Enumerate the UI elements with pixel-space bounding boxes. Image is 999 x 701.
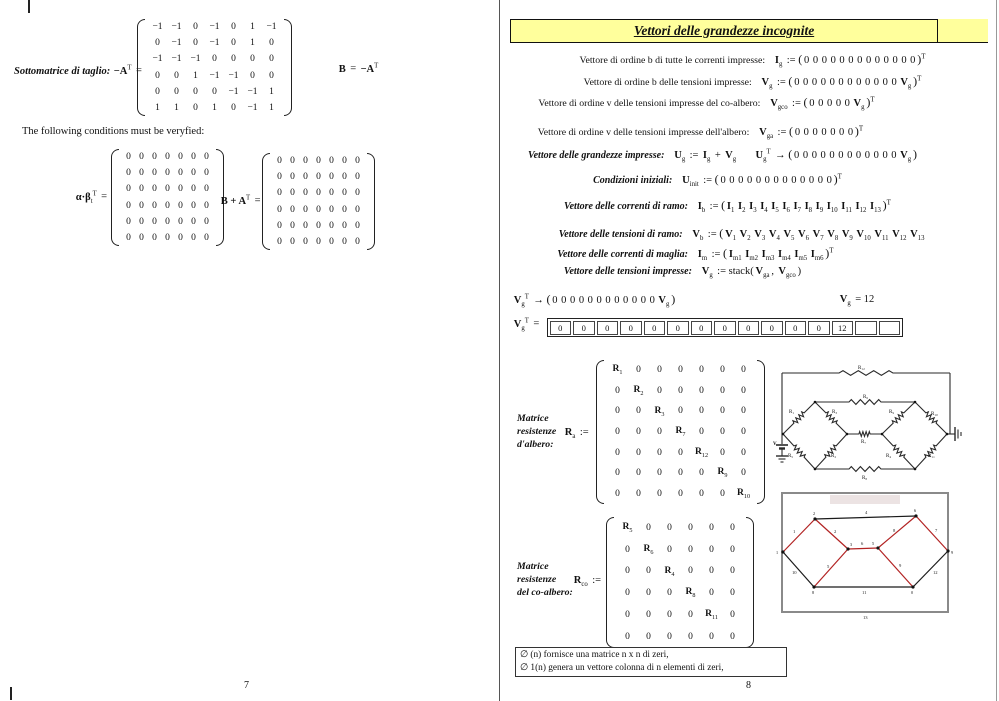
svg-text:10: 10 [792,570,797,575]
b-plus-at-expression: $B + A^T$ = [220,194,261,207]
vector-line-vg [504,74,999,90]
svg-text:5: 5 [872,541,875,546]
title-underline [938,42,988,43]
vg-transpose-arrow: $V_g^T$ → ( 0 0 0 0 0 0 0 0 0 0 0 0 $V_g$ ) [513,292,676,309]
svg-text:6: 6 [861,541,864,546]
source-label: V [773,442,777,447]
line-math: $V_{gco}$ := ( 0 0 0 0 0 $V_g$ )$^T$ [770,95,875,112]
matrix-negAT: −1 −1 0 −1 0 1 −1 0 −1 0 −1 0 1 0 −1 −1 −1 0 0 0 0 0 0 1 −1 −1 0 0 0 0 0 0 −1 −1 1 1 1 0 1 0 −1 1 [137,16,292,119]
title-box [510,19,938,43]
page-number-right: 8 [746,680,751,691]
alpha-beta-expression: $\alpha\cdot\beta_t^T$ = [75,190,108,205]
svg-text:12: 12 [933,570,938,575]
line-math: $I_m$ := ( $I_{m1}$ $I_{m2}$ $I_{m3}$ $I_{m4}$ $I_{m5}$ $I_{m6}$ )$^T$ [697,246,834,263]
page-title: Vettori delle grandezze incognite [633,23,815,38]
svg-text:6: 6 [914,508,917,513]
svg-text:1: 1 [776,550,779,555]
line-label: Vettore di ordine b di tutte le correnti impresse: [579,55,766,66]
svg-text:8: 8 [812,590,815,595]
svg-text:2: 2 [834,529,837,534]
circuit-labels [773,366,938,481]
note-line-2: ∅ 1(n) genera un vettore colonna di n elementi di zeri, [520,663,724,673]
svg-text:13: 13 [863,615,868,620]
line-math: $I_b$ := ( $I_1$ $I_2$ $I_3$ $I_4$ $I_5$ $I_6$ $I_7$ $I_8$ $I_9$ $I_{10}$ $I_{11}$ $I_{12}$ $I_{13}$ )$^T$ [697,198,891,215]
svg-text:0: 0 [911,590,914,595]
svg-text:8: 8 [893,528,896,533]
page-divider [499,0,500,701]
resistor-label-r-bl: R₄ [886,454,892,459]
resistor-label-r-tl: R₉ [889,410,895,415]
line-label: Vettore di ordine v delle tensioni impresse del co-albero: [538,98,761,109]
resistor-label-top: R₁₂ [858,366,865,371]
conditions-text: The following conditions must be veryfied: [22,126,205,137]
line-label: Vettore delle tensioni di ramo: [558,229,683,240]
vector-line-im [447,246,944,262]
vector-line-ug [474,147,971,163]
vg-table-label: $V_g^T$ = [513,317,540,332]
line-label: Vettore delle tensioni impresse: [563,266,692,277]
circuit-diagram [773,361,997,501]
svg-text:2: 2 [813,511,816,516]
resistor-label-inner-top: R₆ [863,395,869,400]
resistor-label-r-tr: R₁₀ [931,412,938,417]
vg-value: $V_g = 12$ [839,294,875,308]
svg-text:3: 3 [850,542,853,547]
svg-text:4: 4 [865,510,868,515]
line-math: $I_g$ := ( 0 0 0 0 0 0 0 0 0 0 0 0 0 )$^T$ [774,52,926,69]
rco-name-expression: $R_{co}$ := [573,575,602,589]
vector-line-vga [452,124,949,140]
svg-text:9: 9 [951,550,954,555]
line-math: $V_g$ := stack( $V_{ga}$ , $V_{gco}$ ) [701,266,802,280]
title-bar [510,19,988,43]
line-label: Vettore di ordine b delle tensioni impresse: [583,77,752,88]
vg-result-table: 0 0 0 0 0 0 0 0 0 0 0 0 12 [547,318,903,337]
zero-matrix-2: 0 0 0 0 0 0 0 0 0 0 0 0 0 0 0 0 0 0 0 0 0 0 0 0 0 0 0 0 0 0 0 0 0 0 0 0 0 0 0 0 0 0 [262,150,375,253]
line-math: $U_{init}$ := ( 0 0 0 0 0 0 0 0 0 0 0 0 0 )$^T$ [682,172,842,189]
line-label: Vettore delle correnti di ramo: [564,201,688,212]
resistor-label-bottom: R₈ [862,476,868,481]
rco-matrix-label: Matrice resistenze del co-albero: [517,561,573,598]
right-edge-line [996,0,997,701]
resistor-label-middle: R₇ [861,440,867,445]
resistor-label-l-tl: R₁ [789,410,795,415]
line-label: Vettore delle correnti di maglia: [557,249,688,260]
vector-line-uinit [469,172,966,188]
svg-text:7: 7 [935,528,938,533]
line-label: Vettore delle grandezze impresse: [528,150,665,161]
cut-submatrix-label: Sottomatrice di taglio: [14,66,111,77]
vector-line-vgco [458,95,955,111]
matrix-rco: $R_5$ 0 0 0 0 0 0 $R_6$ 0 0 0 0 0 0 $R_4$ 0 0 0 0 0 0 $R_8$ 0 0 0 0 0 0 $R_{11}$ 0 0 0 0 0 0 0 [606,514,754,651]
crop-mark-top-left [28,0,30,13]
vector-line-vb [494,226,991,242]
resistor-label-l-br: R₂ [831,454,837,459]
svg-text:1: 1 [793,529,796,534]
line-label: Vettore di ordine v delle tensioni impresse dell'albero: [537,127,750,138]
line-math: $V_{ga}$ := ( 0 0 0 0 0 0 0 )$^T$ [759,124,864,141]
line-math: $U_g$ := $I_g + V_g$ $U_g^T$ → ( 0 0 0 0 0 0 0 0 0 0 0 0 $V_g$ ) [674,147,917,164]
resistor-label-l-tr: R₃ [832,410,838,415]
negAT-expression: $-A^T$ = [113,64,142,77]
crop-mark-bottom-left [10,687,12,700]
notes-box [515,647,787,677]
line-label: Condizioni iniziali: [593,175,673,186]
vector-line-vg-stack [434,266,931,279]
resistor-label-r-br: R₁₁ [928,454,935,459]
line-math: $V_g$ := ( 0 0 0 0 0 0 0 0 0 0 0 0 $V_g$ )$^T$ [761,74,922,91]
zero-matrix-1: 0 0 0 0 0 0 0 0 0 0 0 0 0 0 0 0 0 0 0 0 0 0 0 0 0 0 0 0 0 0 0 0 0 0 0 0 0 0 0 0 0 0 [111,146,224,249]
svg-text:5: 5 [827,564,830,569]
svg-text:11: 11 [862,590,867,595]
note-line-1: ∅ (n) fornisce una matrice n x n di zeri, [520,650,669,660]
b-equals-expression: $B = -A^T$ [338,62,379,75]
svg-text:9: 9 [899,563,902,568]
ra-name-expression: $R_a$ := [564,427,589,441]
resistor-label-l-bl: R₅ [788,454,794,459]
vector-line-ib [479,198,976,214]
vector-line-ig [504,52,999,68]
ra-matrix-label: Matrice resistenze d'albero: [517,413,557,450]
page-number-left: 7 [244,680,249,691]
line-math: $V_b$ := ( $V_1$ $V_2$ $V_3$ $V_4$ $V_5$ $V_6$ $V_7$ $V_8$ $V_9$ $V_{10}$ $V_{11}$ $V_{12}$ $V_{13}$ [692,226,925,243]
matrix-ra: $R_1$ 0 0 0 0 0 0 0 $R_2$ 0 0 0 0 0 0 0 $R_3$ 0 0 0 0 0 0 0 $R_7$ 0 0 0 0 0 0 0 $R_{12}$ 0 0 0 0 0 0 0 $R_9$ 0 0 0 0 0 0 0 $R_{10}$ [596,357,765,507]
graph-diagram [772,488,996,620]
